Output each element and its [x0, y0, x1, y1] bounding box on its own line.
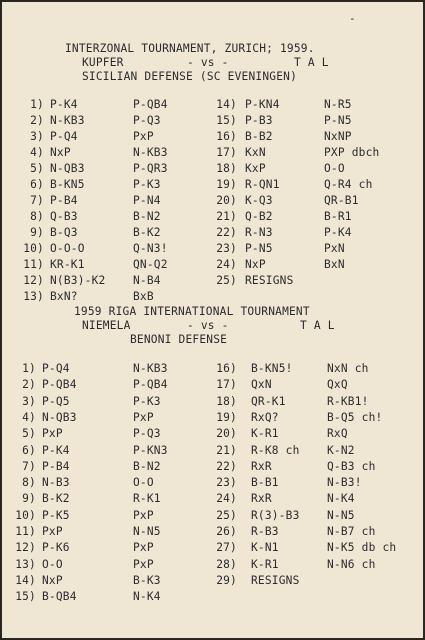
white-move: P-N5: [245, 242, 273, 255]
move-number: 1): [22, 362, 36, 375]
move-number: 9): [30, 226, 44, 239]
white-move: P-Q5: [42, 394, 70, 408]
game2-title: 1959 RIGA INTERNATIONAL TOURNAMENT: [74, 305, 310, 318]
move-number: 22): [216, 459, 237, 473]
black-move: PxN: [324, 242, 345, 255]
move-number: 12): [23, 274, 44, 287]
move-number: 16): [216, 130, 237, 143]
game1-vs: - vs -: [187, 56, 229, 69]
game2-white-player: NIEMELA: [82, 319, 131, 332]
black-move: P-N5: [324, 114, 352, 127]
black-move: P-N4: [133, 194, 161, 207]
game1-white-player: KUPFER: [82, 56, 124, 69]
move-number: 19): [216, 410, 237, 424]
move-number: 3): [30, 130, 44, 143]
black-move: N-K5 db ch: [327, 541, 397, 555]
white-move: P-K5: [42, 508, 70, 522]
white-move: B-KN5: [50, 178, 85, 191]
move-number: 23): [216, 242, 237, 255]
move-number: 2): [30, 114, 44, 127]
move-number: 12): [15, 541, 36, 555]
black-move: PxP: [133, 557, 154, 571]
move-number: 19): [216, 178, 237, 191]
white-move: N(B3)-K2: [50, 274, 106, 287]
move-number: 2): [22, 378, 36, 392]
move-number: 10): [23, 242, 44, 255]
black-move: PxP: [133, 130, 154, 143]
black-move: P-KN3: [133, 443, 168, 457]
move-number: 9): [22, 492, 36, 506]
black-move: P-K3: [133, 178, 161, 191]
white-move: RxR: [251, 459, 272, 473]
move-number: 21): [216, 210, 237, 223]
black-move: RxQ: [327, 427, 348, 441]
white-move: N-QB3: [50, 162, 85, 175]
black-move: N-N6 ch: [327, 557, 376, 571]
black-move: N-B3!: [327, 476, 362, 490]
move-number: 24): [216, 492, 237, 506]
white-move: R-B3: [251, 525, 279, 538]
white-move: P-B4: [50, 194, 78, 207]
white-move: RxQ?: [251, 410, 279, 424]
move-number: 26): [216, 525, 237, 538]
move-number: 20): [216, 427, 237, 441]
white-move: P-KN4: [245, 98, 280, 111]
black-move: NxN ch: [327, 362, 369, 375]
white-move: PxP: [42, 427, 63, 441]
white-move: B-QB4: [42, 590, 77, 604]
black-move: N-B4: [133, 274, 161, 287]
black-move: B-N2: [133, 459, 161, 473]
white-move: P-QB4: [42, 378, 77, 392]
black-move: NxNP: [324, 130, 352, 143]
white-move: P-K6: [42, 541, 70, 555]
white-move: B-K2: [42, 492, 70, 506]
move-number: 17): [216, 378, 237, 392]
black-move: B-K3: [133, 573, 161, 587]
move-number: 4): [30, 146, 44, 159]
white-move: KR-K1: [50, 258, 85, 271]
black-move: N-KB3: [133, 146, 168, 159]
black-move: R-KB1!: [327, 394, 369, 408]
black-move: PxP: [133, 410, 154, 424]
black-move: N-N5: [327, 508, 355, 522]
move-number: 25): [216, 508, 237, 522]
white-move: NxP: [42, 573, 63, 587]
white-move: KxP: [245, 162, 266, 175]
move-number: 11): [15, 525, 36, 538]
black-move: P-K3: [133, 394, 161, 408]
move-number: 22): [216, 226, 237, 239]
white-move: B-B1: [251, 476, 279, 490]
white-move: K-R1: [251, 427, 279, 441]
black-move: Q-N3!: [133, 242, 168, 255]
black-move: N-K4: [133, 590, 161, 604]
white-move: B-B2: [245, 130, 273, 143]
black-move: P-Q3: [133, 427, 161, 441]
move-number: 15): [216, 114, 237, 127]
move-number: 24): [216, 258, 237, 271]
move-number: 21): [216, 443, 237, 457]
black-move: PXP dbch: [324, 146, 380, 159]
white-move: Q-B3: [50, 210, 78, 223]
white-move: N-KB3: [50, 114, 85, 127]
move-number: 25): [216, 274, 237, 287]
black-move: O-O: [324, 162, 345, 175]
white-move: K-R1: [251, 557, 279, 571]
move-number: 14): [15, 573, 36, 587]
white-move: PxP: [42, 525, 63, 538]
white-move: QxN: [251, 378, 272, 392]
black-move: QN-Q2: [133, 258, 168, 271]
move-number: 4): [22, 410, 36, 424]
move-number: 18): [216, 394, 237, 408]
white-move: P-Q4: [50, 130, 78, 143]
move-number: 17): [216, 146, 237, 159]
black-move: Q-R4 ch: [324, 178, 373, 191]
black-move: B-N2: [133, 210, 161, 223]
move-number: 1): [30, 98, 44, 111]
white-move: RESIGNS: [251, 573, 300, 587]
black-move: P-QB4: [133, 98, 168, 111]
move-number: 13): [23, 290, 44, 303]
black-move: P-QB4: [133, 378, 168, 392]
white-move: K-Q3: [245, 194, 273, 207]
top-mark: -: [349, 12, 356, 25]
white-move: QR-K1: [251, 394, 286, 408]
game2-vs: - vs -: [187, 319, 229, 332]
black-move: QxQ: [327, 378, 348, 392]
move-number: 5): [30, 162, 44, 175]
black-move: K-N2: [327, 443, 355, 457]
white-move: P-B3: [245, 114, 273, 127]
white-move: B-KN5!: [251, 362, 293, 375]
white-move: B-Q3: [50, 226, 78, 239]
black-move: N-B7 ch: [327, 525, 376, 538]
white-move: BxN?: [50, 290, 78, 303]
white-move: O-O-O: [50, 242, 85, 255]
move-number: 7): [22, 459, 36, 473]
move-number: 29): [216, 573, 237, 587]
game1-opening: SICILIAN DEFENSE (SC EVENINGEN): [82, 70, 297, 83]
black-move: P-QR3: [133, 162, 168, 175]
move-number: 6): [22, 443, 36, 457]
black-move: N-N5: [133, 525, 161, 538]
black-move: B-R1: [324, 210, 352, 223]
move-number: 20): [216, 194, 237, 207]
move-number: 11): [23, 258, 44, 271]
black-move: N-R5: [324, 98, 352, 111]
white-move: P-Q4: [42, 362, 70, 375]
white-move: R-QN1: [245, 178, 280, 191]
move-number: 23): [216, 476, 237, 490]
black-move: P-Q3: [133, 114, 161, 127]
game1-black-player: T A L: [294, 56, 329, 69]
move-number: 8): [30, 210, 44, 223]
move-number: 28): [216, 557, 237, 571]
move-number: 6): [30, 178, 44, 191]
white-move: N-QB3: [42, 410, 77, 424]
move-number: 8): [22, 476, 36, 490]
move-number: 13): [15, 557, 36, 571]
white-move: R-N3: [245, 226, 273, 239]
white-move: N-B3: [42, 476, 70, 490]
move-number: 27): [216, 541, 237, 555]
move-number: 7): [30, 194, 44, 207]
white-move: P-B4: [42, 459, 70, 473]
move-number: 5): [22, 427, 36, 441]
black-move: R-K1: [133, 492, 161, 506]
black-move: P-K4: [324, 226, 352, 239]
game2-black-player: T A L: [300, 319, 335, 332]
black-move: BxB: [133, 290, 154, 303]
game1-title: INTERZONAL TOURNAMENT, ZURICH; 1959.: [65, 42, 315, 55]
black-move: QR-B1: [324, 194, 359, 207]
black-move: Q-B3 ch: [327, 459, 376, 473]
white-move: Q-B2: [245, 210, 273, 223]
black-move: N-KB3: [133, 362, 168, 375]
black-move: BxN: [324, 258, 345, 271]
white-move: RxR: [251, 492, 272, 506]
white-move: R-K8 ch: [251, 443, 300, 457]
move-number: 14): [216, 98, 237, 111]
move-number: 10): [15, 508, 36, 522]
black-move: O-O: [133, 476, 154, 490]
white-move: P-K4: [50, 98, 78, 111]
white-move: NxP: [50, 146, 71, 159]
move-number: 18): [216, 162, 237, 175]
black-move: PxP: [133, 541, 154, 555]
black-move: B-Q5 ch!: [327, 410, 383, 424]
white-move: P-K4: [42, 443, 70, 457]
white-move: KxN: [245, 146, 266, 159]
move-number: 3): [22, 394, 36, 408]
white-move: RESIGNS: [245, 274, 294, 287]
black-move: N-K4: [327, 492, 355, 506]
move-number: 15): [15, 590, 36, 604]
white-move: K-N1: [251, 541, 279, 555]
black-move: PxP: [133, 508, 154, 522]
game2-opening: BENONI DEFENSE: [130, 333, 228, 346]
white-move: R(3)-B3: [251, 508, 300, 522]
white-move: NxP: [245, 258, 266, 271]
move-number: 16): [216, 362, 237, 375]
white-move: O-O: [42, 557, 63, 571]
black-move: B-K2: [133, 226, 161, 239]
